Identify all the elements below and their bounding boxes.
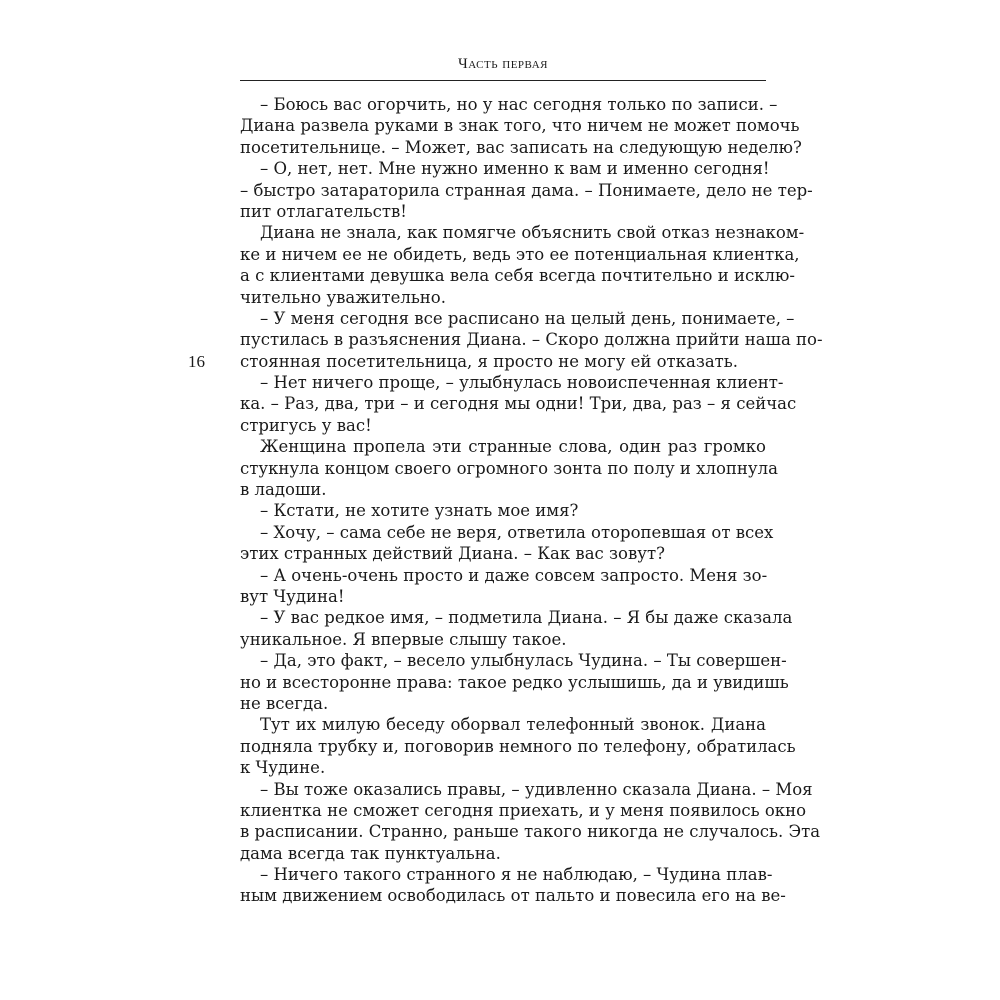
text-line: дама всегда так пунктуальна.	[240, 843, 501, 863]
text-line: ным движением освободилась от пальто и повесила его на ве-	[240, 886, 786, 906]
text-line: – Боюсь вас огорчить, но у нас сегодня только по записи. –	[260, 95, 778, 114]
text-line: ка. – Раз, два, три – и сегодня мы одни! Три, два, раз – я сейчас	[240, 394, 797, 414]
text-line: посетительнице. – Может, вас записать на следующую неделю?	[240, 137, 802, 157]
text-line: подняла трубку и, поговорив немного по телефону, обратилась	[240, 736, 796, 756]
text-line: этих странных действий Диана. – Как вас зовут?	[240, 544, 665, 564]
text-line: – Да, это факт, – весело улыбнулась Чудина. – Ты совершен-	[260, 651, 787, 671]
text-line: чительно уважительно.	[240, 287, 446, 307]
text-line: Диана развела руками в знак того, что ничем не может помочь	[240, 116, 800, 136]
text-line: – Кстати, не хотите узнать мое имя?	[260, 501, 579, 521]
page-number: 16	[188, 352, 205, 371]
text-line: клиентка не сможет сегодня приехать, и у меня появилось окно	[240, 800, 807, 820]
text-line: – быстро затараторила странная дама. – Понимаете, дело не тер-	[240, 180, 813, 200]
text-line: в расписании. Странно, раньше такого никогда не случалось. Эта	[240, 822, 821, 842]
text-line: Тут их милую беседу оборвал телефонный звонок. Диана	[260, 715, 766, 735]
text-line: – Вы тоже оказались правы, – удивленно сказала Диана. – Моя	[260, 779, 813, 799]
text-line: стригусь у вас!	[240, 415, 372, 435]
text-line: пит отлагательств!	[240, 201, 407, 221]
running-head-title: Часть первая	[458, 56, 548, 72]
text-line: уникальное. Я впервые слышу такое.	[240, 629, 567, 649]
text-line: стукнула концом своего огромного зонта по полу и хлопнула	[240, 458, 778, 478]
text-line: Диана не знала, как помягче объяснить свой отказ незнаком-	[260, 223, 805, 243]
text-line: – А очень-очень просто и даже совсем запросто. Меня зо-	[260, 565, 768, 585]
text-line: а с клиентами девушка вела себя всегда почтительно и исклю-	[240, 266, 795, 286]
text-line: – Хочу, – сама себе не веря, ответила оторопевшая от всех	[260, 522, 774, 542]
text-line: вут Чудина!	[240, 586, 345, 606]
text-line: – У меня сегодня все расписано на целый день, понимаете, –	[260, 308, 795, 328]
text-line: – О, нет, нет. Мне нужно именно к вам и именно сегодня!	[260, 159, 770, 179]
text-line: Женщина пропела эти странные слова, один раз громко	[260, 437, 766, 457]
text-line: в ладоши.	[240, 480, 327, 500]
text-line: но и всесторонне права: такое редко услышишь, да и увидишь	[240, 672, 789, 692]
text-line: пустилась в разъяснения Диана. – Скоро должна прийти наша по-	[240, 330, 823, 350]
text-line: – У вас редкое имя, – подметила Диана. – Я бы даже сказала	[260, 608, 793, 628]
body-text	[240, 94, 823, 907]
text-line: стоянная посетительница, я просто не могу ей отказать.	[240, 351, 739, 371]
text-line: ке и ничем ее не обидеть, ведь это ее потенциальная клиентка,	[240, 244, 800, 264]
text-line: – Ничего такого странного я не наблюдаю, – Чудина плав-	[260, 865, 773, 885]
text-line: – Нет ничего проще, – улыбнулась новоиспеченная клиент-	[260, 373, 784, 393]
text-line: к Чудине.	[240, 758, 326, 778]
header-rule	[240, 80, 766, 81]
text-line: не всегда.	[240, 693, 329, 713]
